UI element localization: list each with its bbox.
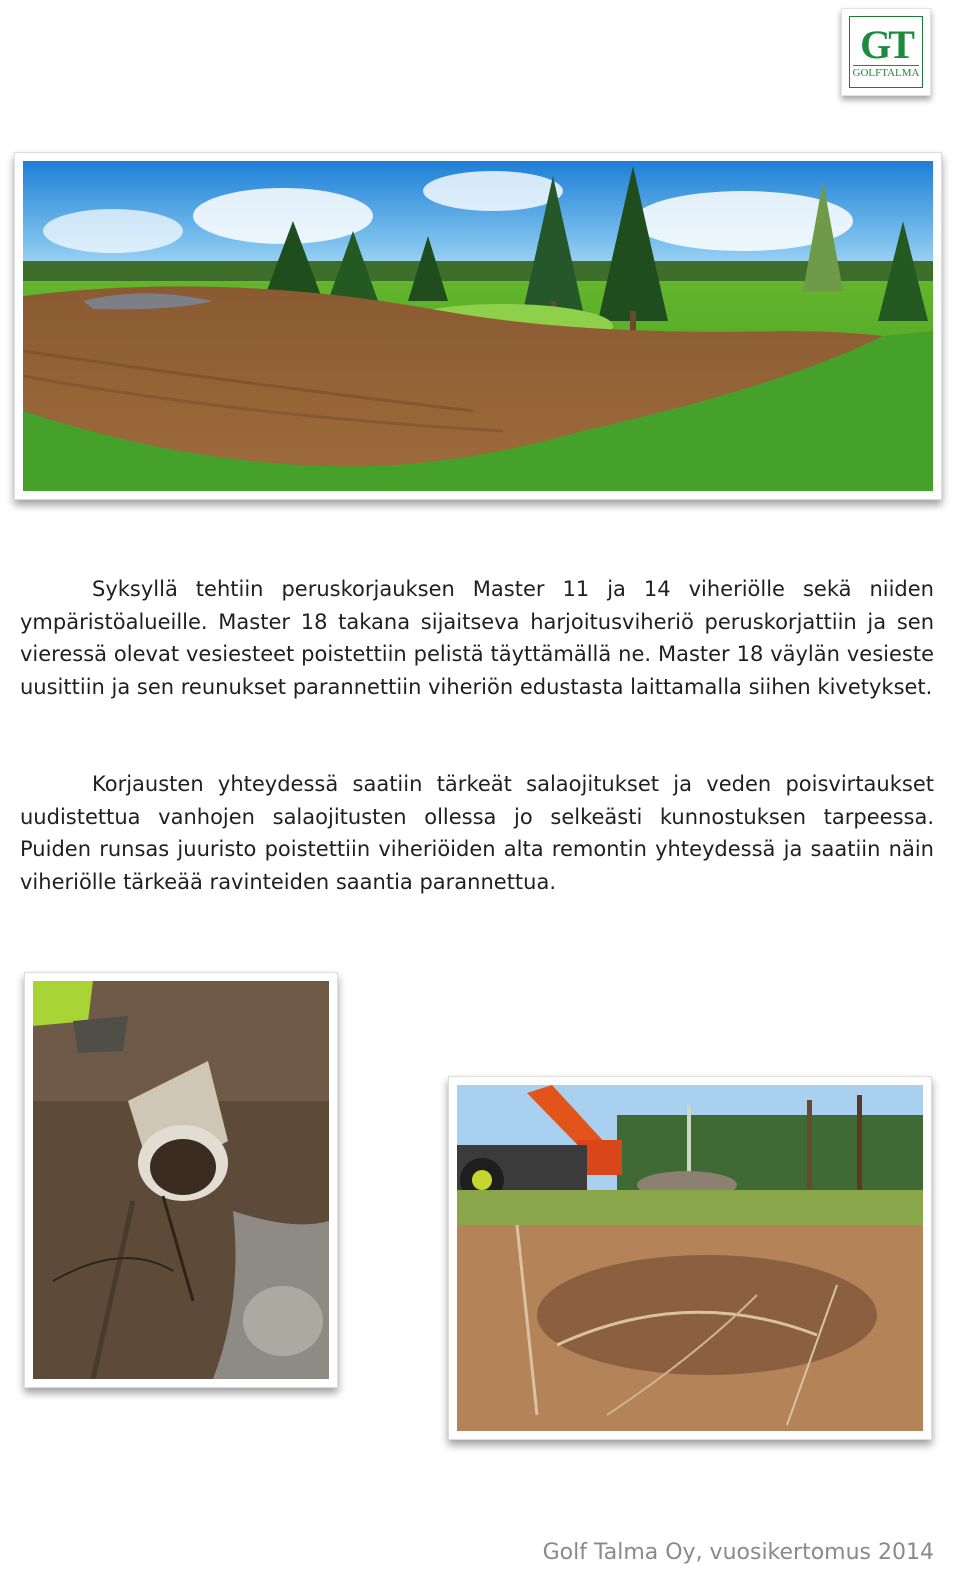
logo-mark: GT	[860, 22, 912, 67]
drain-pipe-image	[33, 981, 329, 1379]
drain-pipe-photo	[24, 972, 338, 1388]
page-footer: Golf Talma Oy, vuosikertomus 2014	[542, 1540, 934, 1565]
excavation-roots-photo	[448, 1076, 932, 1440]
golf-talma-logo	[841, 8, 931, 96]
logo-name: GOLFTALMA	[852, 67, 920, 79]
golf-course-panorama-photo	[14, 152, 942, 500]
excavation-image	[457, 1085, 923, 1431]
paragraph-drainage: Korjausten yhteydessä saatiin tärkeät salaojitukset ja veden poisvirtaukset uudistettua vanhojen salaojitusten ollessa jo selkeästi kunnostuksen tarpeessa. Puiden runsas juuristo poistettiin viheriöiden alta remontin yhteydessä ja saatiin näin viheriölle tärkeää ravinteiden saantia parannettua.	[20, 772, 934, 894]
logo-border	[849, 16, 923, 88]
panorama-image	[23, 161, 933, 491]
paragraph-renovation: Syksyllä tehtiin peruskorjauksen Master 11 ja 14 viheriölle sekä niiden ympäristöalueille. Master 18 takana sijaitseva harjoitusviheriö peruskorjattiin ja sen vieressä olevat vesiesteet poistettiin pelistä täyttämällä ne. Master 18 väylän vesieste uusittiin ja sen reunukset parannettiin viheriön edustasta laittamalla siihen kivetykset.	[20, 577, 934, 699]
